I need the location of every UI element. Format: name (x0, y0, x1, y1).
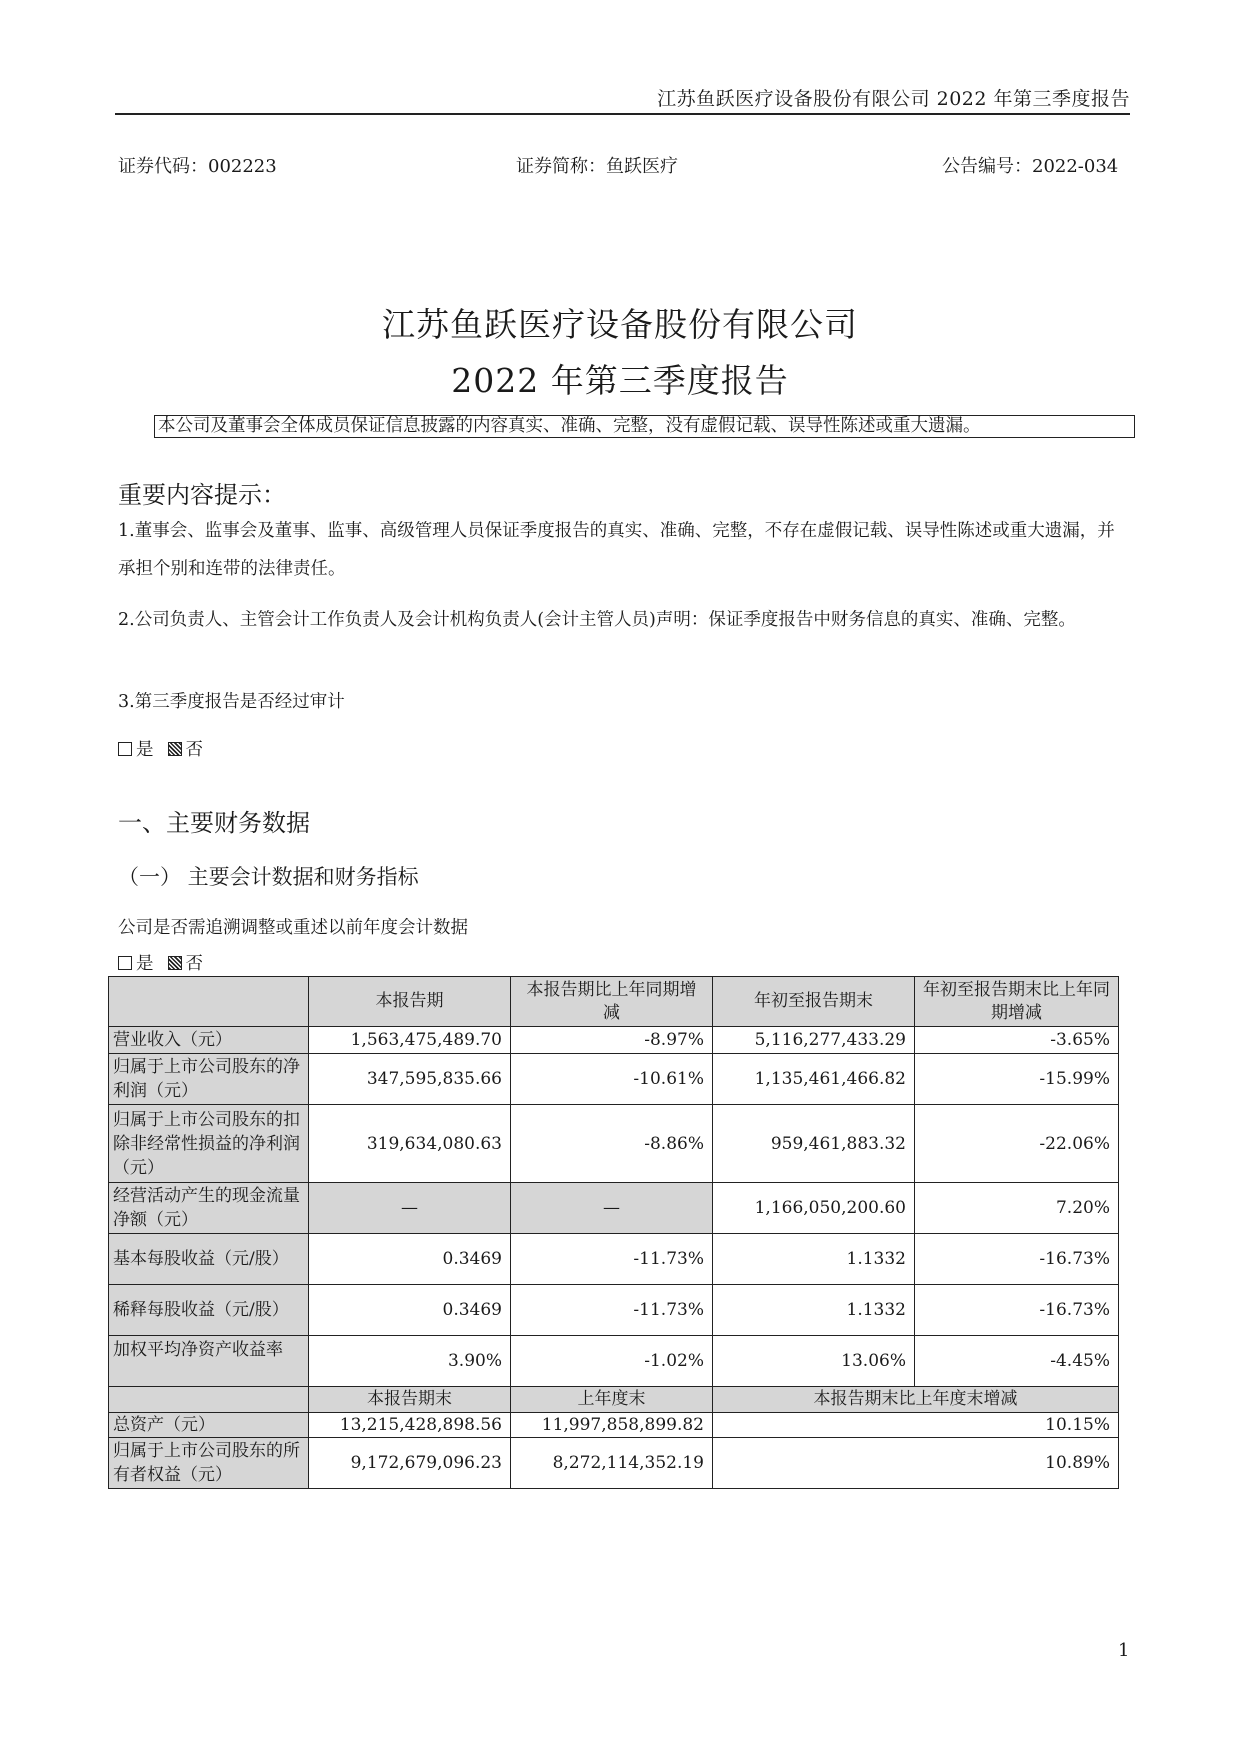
table-corner-cell (109, 1387, 309, 1413)
cell-value: 10.15% (713, 1413, 1119, 1438)
assurance-statement: 本公司及董事会全体成员保证信息披露的内容真实、准确、完整，没有虚假记载、误导性陈述或重大遗漏。 (154, 415, 1135, 438)
cell-value: -16.73% (915, 1234, 1119, 1285)
checkbox-checked-icon (168, 956, 182, 970)
cell-value: 1.1332 (713, 1234, 915, 1285)
cell-value: 13.06% (713, 1336, 915, 1387)
checkbox-empty-icon (118, 742, 132, 756)
cell-value: 1,135,461,466.82 (713, 1054, 915, 1105)
cell-value: 10.89% (713, 1438, 1119, 1489)
table-header: 上年度末 (511, 1387, 713, 1413)
subsection-heading: （一） 主要会计数据和财务指标 (118, 865, 419, 889)
checkbox-checked-icon (168, 742, 182, 756)
table-header: 年初至报告期末比上年同期增减 (915, 977, 1119, 1027)
restate-no-label: 否 (185, 954, 203, 974)
table-header: 本报告期末比上年度末增减 (713, 1387, 1119, 1413)
cell-value: 1.1332 (713, 1285, 915, 1336)
announcement-number: 公告编号：2022-034 (942, 156, 1119, 177)
cell-value: -4.45% (915, 1336, 1119, 1387)
checkbox-empty-icon (118, 956, 132, 970)
table-row (109, 1234, 1119, 1285)
restate-question: 公司是否需追溯调整或重述以前年度会计数据 (118, 918, 468, 938)
table-header: 本报告期比上年同期增减 (511, 977, 713, 1027)
cell-value: 0.3469 (309, 1234, 511, 1285)
key-point-2: 2.公司负责人、主管会计工作负责人及会计机构负责人(会计主管人员)声明：保证季度报告中财务信息的真实、准确、完整。 (118, 610, 1076, 630)
cell-value: -10.61% (511, 1054, 713, 1105)
cell-value: 3.90% (309, 1336, 511, 1387)
report-title: 2022 年第三季度报告 (451, 361, 789, 400)
cell-value: -11.73% (511, 1234, 713, 1285)
cell-value: 319,634,080.63 (309, 1105, 511, 1183)
company-title: 江苏鱼跃医疗设备股份有限公司 (382, 305, 858, 344)
cell-value: 5,116,277,433.29 (713, 1027, 915, 1054)
row-label: 总资产（元） (109, 1413, 309, 1438)
audit-no-label: 否 (185, 740, 203, 760)
cell-value: 13,215,428,898.56 (309, 1413, 511, 1438)
row-label: 归属于上市公司股东的扣除非经常性损益的净利润（元） (109, 1105, 309, 1183)
table-row (109, 1438, 1119, 1489)
row-label: 稀释每股收益（元/股） (109, 1285, 309, 1336)
key-point-3: 3.第三季度报告是否经过审计 (118, 692, 345, 712)
table-row (109, 1183, 1119, 1234)
header-rule (115, 113, 1130, 115)
row-label: 经营活动产生的现金流量净额（元） (109, 1183, 309, 1234)
restate-choice (118, 950, 203, 975)
key-points-heading: 重要内容提示： (118, 481, 286, 509)
cell-value: -8.86% (511, 1105, 713, 1183)
table-header-row-2 (109, 1387, 1119, 1413)
cell-value: 347,595,835.66 (309, 1054, 511, 1105)
cell-value: -1.02% (511, 1336, 713, 1387)
security-abbreviation: 证券简称：鱼跃医疗 (516, 156, 678, 177)
running-header: 江苏鱼跃医疗设备股份有限公司 2022 年第三季度报告 (657, 88, 1130, 110)
financial-data-table (108, 976, 1119, 1489)
cell-value: -22.06% (915, 1105, 1119, 1183)
table-header: 年初至报告期末 (713, 977, 915, 1027)
table-row (109, 1027, 1119, 1054)
audit-yes-label: 是 (136, 740, 154, 760)
cell-value: -3.65% (915, 1027, 1119, 1054)
table-row (109, 1336, 1119, 1387)
cell-value: 0.3469 (309, 1285, 511, 1336)
row-label: 加权平均净资产收益率 (109, 1336, 309, 1387)
table-corner-cell (109, 977, 309, 1027)
section-heading: 一、主要财务数据 (118, 809, 310, 837)
cell-value: -15.99% (915, 1054, 1119, 1105)
cell-value: -16.73% (915, 1285, 1119, 1336)
table-row (109, 1413, 1119, 1438)
cell-value: 959,461,883.32 (713, 1105, 915, 1183)
table-header: 本报告期 (309, 977, 511, 1027)
security-code: 证券代码：002223 (118, 156, 277, 177)
table-row (109, 1105, 1119, 1183)
cell-value: — (309, 1183, 511, 1234)
cell-value: -11.73% (511, 1285, 713, 1336)
restate-yes-label: 是 (136, 954, 154, 974)
cell-value: — (511, 1183, 713, 1234)
key-point-1: 1.董事会、监事会及董事、监事、高级管理人员保证季度报告的真实、准确、完整，不存在虚假记载、误导性陈述或重大遗漏，并承担个别和连带的法律责任。 (118, 521, 1115, 579)
table-row (109, 1054, 1119, 1105)
audit-choice (118, 736, 203, 761)
cell-value: 7.20% (915, 1183, 1119, 1234)
cell-value: 11,997,858,899.82 (511, 1413, 713, 1438)
cell-value: -8.97% (511, 1027, 713, 1054)
cell-value: 9,172,679,096.23 (309, 1438, 511, 1489)
row-label: 归属于上市公司股东的所有者权益（元） (109, 1438, 309, 1489)
cell-value: 8,272,114,352.19 (511, 1438, 713, 1489)
table-row (109, 1285, 1119, 1336)
row-label: 营业收入（元） (109, 1027, 309, 1054)
cell-value: 1,166,050,200.60 (713, 1183, 915, 1234)
table-header: 本报告期末 (309, 1387, 511, 1413)
page-number: 1 (1118, 1640, 1130, 1661)
table-header-row (109, 977, 1119, 1027)
cell-value: 1,563,475,489.70 (309, 1027, 511, 1054)
row-label: 基本每股收益（元/股） (109, 1234, 309, 1285)
row-label: 归属于上市公司股东的净利润（元） (109, 1054, 309, 1105)
